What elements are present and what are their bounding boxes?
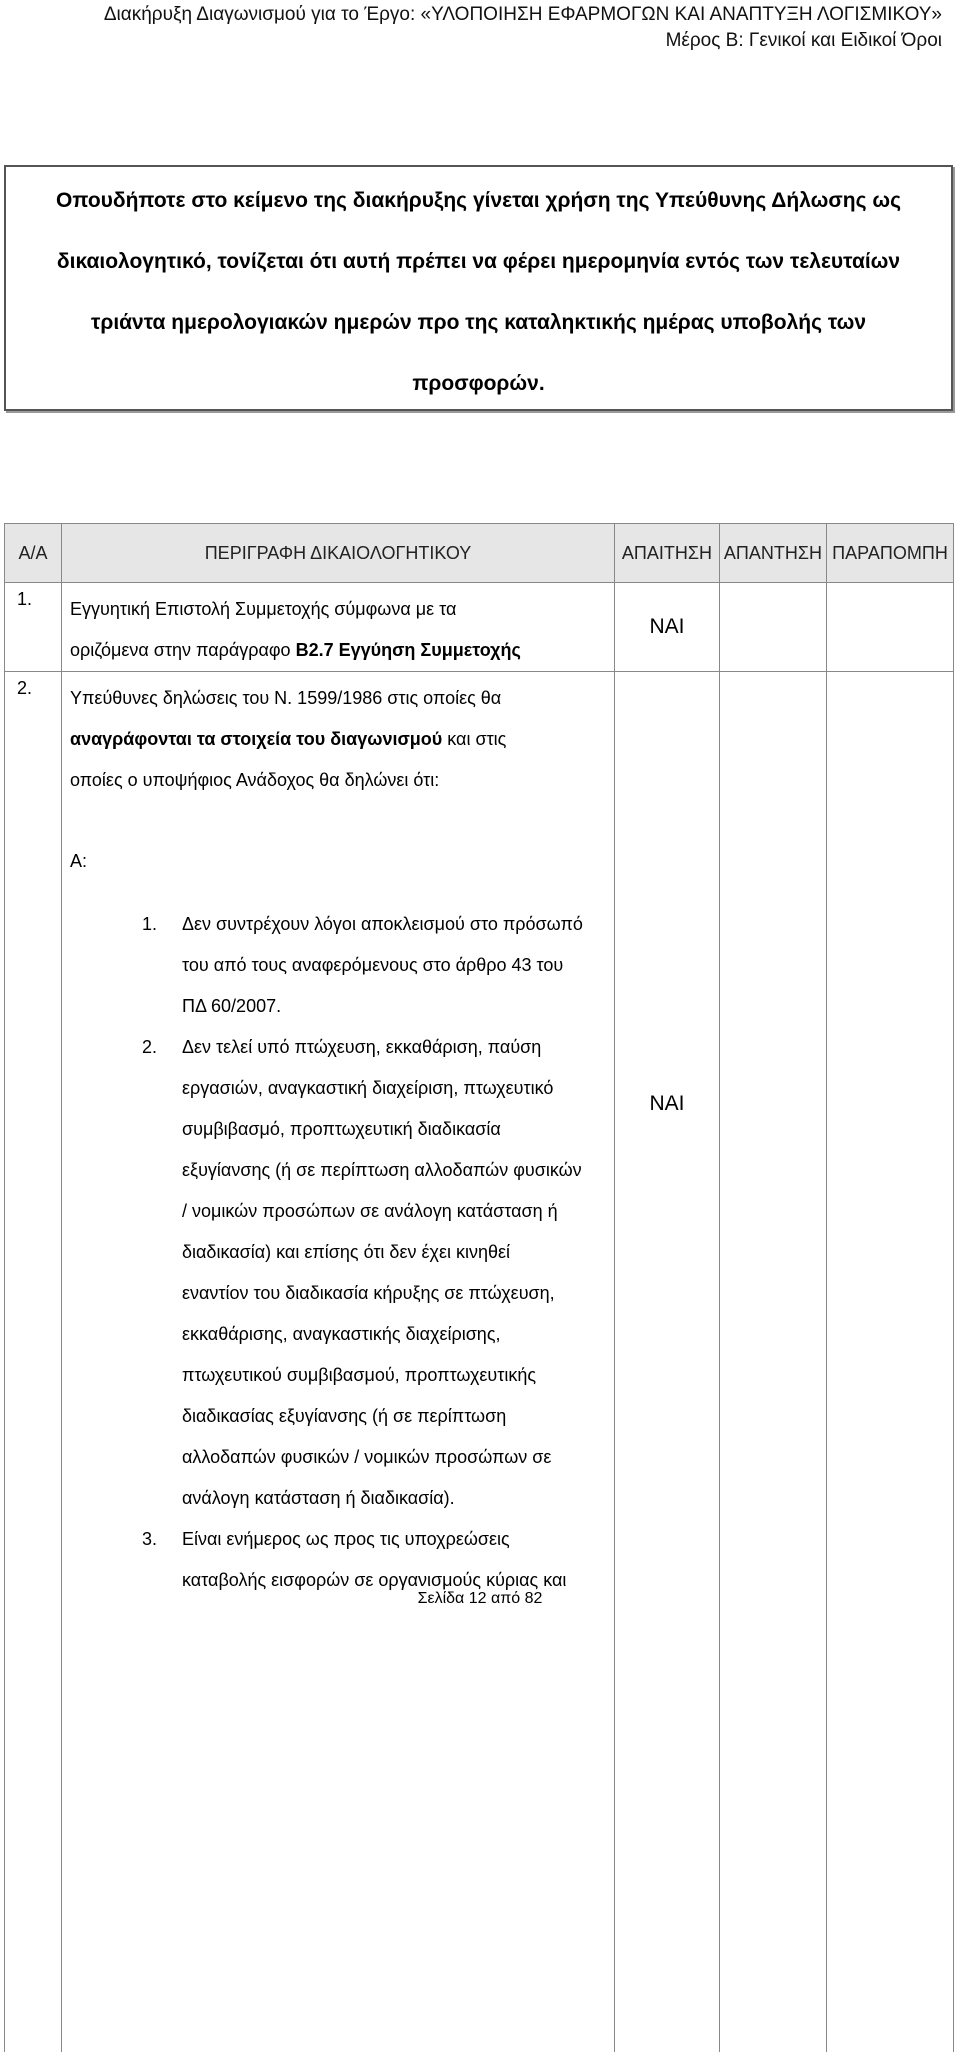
list-item-line: συμβιβασμό, προπτωχευτική διαδικασία bbox=[182, 1109, 614, 1150]
description-line bbox=[70, 630, 614, 671]
list-item-number: 3. bbox=[142, 1519, 157, 1560]
section-label-a: Α: bbox=[70, 841, 614, 882]
answer-cell bbox=[720, 583, 827, 672]
row-number: 1. bbox=[5, 583, 62, 672]
document-header-subtitle: Μέρος Β: Γενικοί και Ειδικοί Όροι bbox=[666, 26, 942, 56]
list-item-line: του από τους αναφερόμενους στο άρθρο 43 του bbox=[182, 945, 614, 986]
description-line: οποίες ο υποψήφιος Ανάδοχος θα δηλώνει ότι: bbox=[70, 760, 614, 801]
answer-cell bbox=[720, 672, 827, 2052]
requirements-table bbox=[4, 523, 954, 2052]
list-item-line: εκκαθάρισης, αναγκαστικής διαχείρισης, bbox=[182, 1314, 614, 1355]
list-item-line: διαδικασίας εξυγίανσης (ή σε περίπτωση bbox=[182, 1396, 614, 1437]
list-item-line: ΠΔ 60/2007. bbox=[182, 986, 614, 1027]
list-item bbox=[142, 904, 614, 1027]
list-item-number: 2. bbox=[142, 1027, 157, 1068]
row-description bbox=[62, 583, 615, 672]
table-header-row bbox=[5, 524, 954, 583]
table-row bbox=[5, 583, 954, 672]
notice-box bbox=[4, 165, 953, 411]
list-item bbox=[142, 1519, 614, 1601]
list-item bbox=[142, 1027, 614, 1519]
description-text: οριζόμενα στην παράγραφο bbox=[70, 640, 296, 660]
description-line bbox=[70, 719, 614, 760]
list-item-line: πτωχευτικού συμβιβασμού, προπτωχευτικής bbox=[182, 1355, 614, 1396]
description-bold-text: αναγράφονται τα στοιχεία του διαγωνισμού bbox=[70, 729, 442, 749]
table-row bbox=[5, 672, 954, 2052]
notice-line: τριάντα ημερολογιακών ημερών προ της καταληκτικής ημέρας υποβολής των bbox=[6, 292, 951, 353]
header-aa: Α/Α bbox=[5, 524, 62, 583]
list-item-line: Δεν συντρέχουν λόγοι αποκλεισμού στο πρόσωπό bbox=[182, 904, 614, 945]
description-bold-text: Β2.7 Εγγύηση Συμμετοχής bbox=[296, 640, 521, 660]
notice-line: Οπουδήποτε στο κείμενο της διακήρυξης γίνεται χρήση της Υπεύθυνης Δήλωσης ως bbox=[6, 170, 951, 231]
declaration-list bbox=[70, 904, 614, 1601]
header-reference: ΠΑΡΑΠΟΜΠΗ bbox=[827, 524, 954, 583]
row-number: 2. bbox=[5, 672, 62, 2052]
list-item-line: Δεν τελεί υπό πτώχευση, εκκαθάριση, παύση bbox=[182, 1027, 614, 1068]
requirement-cell: ΝΑΙ bbox=[615, 583, 720, 672]
notice-line: προσφορών. bbox=[6, 353, 951, 414]
requirement-cell: ΝΑΙ bbox=[615, 672, 720, 2052]
list-item-line: / νομικών προσώπων σε ανάλογη κατάσταση ή bbox=[182, 1191, 614, 1232]
reference-cell bbox=[827, 583, 954, 672]
list-item-number: 1. bbox=[142, 904, 157, 945]
list-item-line: ανάλογη κατάσταση ή διαδικασία). bbox=[182, 1478, 614, 1519]
list-item-line: εργασιών, αναγκαστική διαχείριση, πτωχευτικό bbox=[182, 1068, 614, 1109]
list-item-line: εναντίον του διαδικασία κήρυξης σε πτώχευση, bbox=[182, 1273, 614, 1314]
document-header-title: Διακήρυξη Διαγωνισμού για το Έργο: «ΥΛΟΠΟΙΗΣΗ ΕΦΑΡΜΟΓΩΝ ΚΑΙ ΑΝΑΠΤΥΞΗ ΛΟΓΙΣΜΙΚΟΥ» bbox=[104, 0, 942, 30]
description-line: Υπεύθυνες δηλώσεις του Ν. 1599/1986 στις οποίες θα bbox=[70, 678, 614, 719]
description-line: Εγγυητική Επιστολή Συμμετοχής σύμφωνα με τα bbox=[70, 589, 614, 630]
header-description: ΠΕΡΙΓΡΑΦΗ ΔΙΚΑΙΟΛΟΓΗΤΙΚΟΥ bbox=[62, 524, 615, 583]
page-number: Σελίδα 12 από 82 bbox=[0, 1590, 960, 1608]
list-item-line: εξυγίανσης (ή σε περίπτωση αλλοδαπών φυσικών bbox=[182, 1150, 614, 1191]
header-answer: ΑΠΑΝΤΗΣΗ bbox=[720, 524, 827, 583]
list-item-line: καταβολής εισφορών σε οργανισμούς κύριας και bbox=[182, 1560, 614, 1601]
list-item-line: αλλοδαπών φυσικών / νομικών προσώπων σε bbox=[182, 1437, 614, 1478]
header-requirement: ΑΠΑΙΤΗΣΗ bbox=[615, 524, 720, 583]
description-text: και στις bbox=[442, 729, 506, 749]
row-description bbox=[62, 672, 615, 2052]
list-item-line: διαδικασία) και επίσης ότι δεν έχει κινηθεί bbox=[182, 1232, 614, 1273]
list-item-line: Είναι ενήμερος ως προς τις υποχρεώσεις bbox=[182, 1519, 614, 1560]
reference-cell bbox=[827, 672, 954, 2052]
notice-line: δικαιολογητικό, τονίζεται ότι αυτή πρέπει να φέρει ημερομηνία εντός των τελευταίων bbox=[6, 231, 951, 292]
